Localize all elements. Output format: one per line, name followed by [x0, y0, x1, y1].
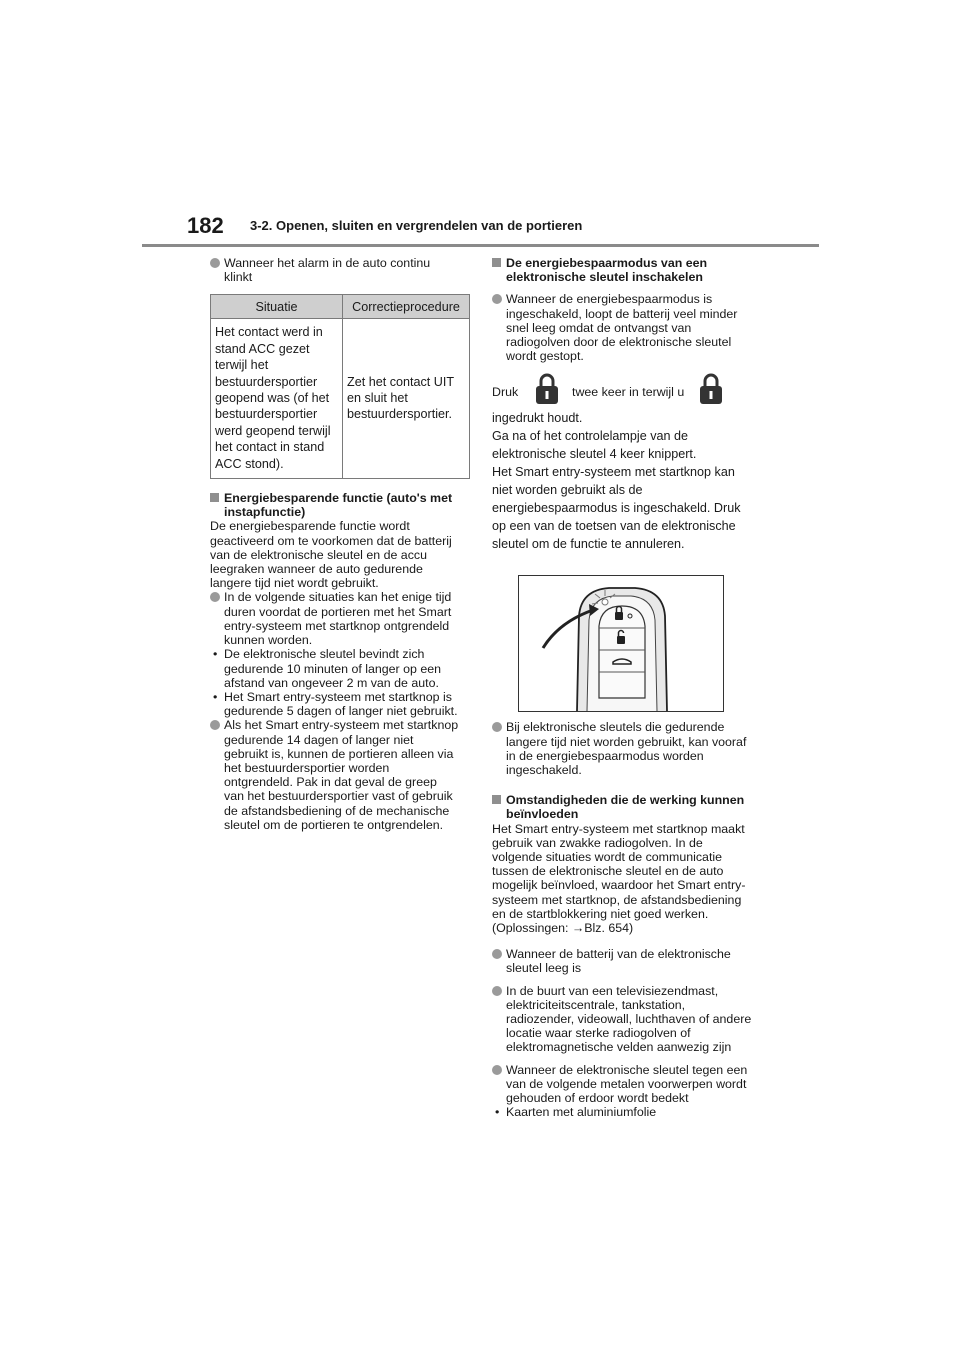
page-header	[0, 0, 960, 250]
table-cell-procedure: Zet het contact UIT en sluit het bestuurdersportier.	[343, 319, 470, 479]
influence-text: Het Smart entry-systeem met startknop maakt gebruik van zwakke radiogolven. In de volgende situaties wordt de communicatie tussen de elektronische sleutel en de auto mogelijk beïnvloed, waardoor het Smart entry-systeem met startknop, de afstandsbediening en de startblokkering niet goed werken.	[492, 821, 746, 921]
right-column	[492, 256, 754, 1120]
press-instruction-line	[492, 373, 754, 409]
table-header-situation: Situatie	[211, 295, 343, 319]
section-title: 3-2. Openen, sluiten en vergrendelen van de portieren	[250, 218, 583, 233]
header-rule	[142, 244, 819, 247]
bullet-saving: Wanneer de energiebespaarmodus is ingeschakeld, loopt de batterij veel minder snel leeg omdat de ontvangst van radiogolven door de elektronische sleutel wordt gestopt.	[492, 292, 754, 363]
table-row	[211, 319, 470, 479]
list-item-10-minutes: • De elektronische sleutel bevindt zich gedurende 10 minuten of langer op een afstand van ongeveer 2 m van de auto.	[210, 647, 460, 690]
bullet-unused-keys: Bij elektronische sleutels die gedurende langere tijd niet worden gebruikt, kan vooraf in de energiebespaarmodus worden ingeschakeld.	[492, 720, 754, 777]
table-header-procedure: Correctieprocedure	[343, 295, 470, 319]
left-column	[210, 256, 460, 840]
bullet-radio-sources: In de buurt van een televisiezendmast, elektriciteitscentrale, tankstation, radiozender, videowall, luchthaven of andere locatie waar sterke radiogolven of elektromagnetische velden aanwezig zijn	[492, 984, 754, 1055]
instruction-cancel: Het Smart entry-systeem met startknop kan niet worden gebruikt als de energiebespaarmodus is ingeschakeld. Druk op een van de toetsen van de elektronische sleutel om de functie te annuleren.	[492, 465, 741, 552]
key-fob-icon	[519, 576, 723, 711]
energy-text: De energiebesparende functie wordt geactiveerd om te voorkomen dat de batterij van de elektronische sleutel en de accu leegraken wanneer de auto gedurende langere tijd niet wordt gebruikt.	[210, 519, 452, 591]
press-word: Druk	[492, 385, 519, 400]
bullet-14-days: Als het Smart entry-systeem met startknop gedurende 14 dagen of langer niet gebruikt is, kunnen de portieren alleen via het bestuurdersportier worden ontgrendeld. Pak in dat geval de greep van het bestuurdersportier vast of gebruik de afstandsbediening of de mechanische sleutel om de portieren te ontgrendelen.	[210, 718, 460, 832]
lock-button-icon	[698, 373, 726, 405]
key-fob-illustration	[518, 575, 724, 712]
page-number: 182	[187, 213, 224, 238]
list-item-5-days: • Het Smart entry-systeem met startknop is gedurende 5 dagen of langer niet gebruikt.	[210, 690, 460, 718]
bullet-battery: Wanneer de batterij van de elektronische sleutel leeg is	[492, 947, 754, 975]
bullet-metal-objects: Wanneer de elektronische sleutel tegen een van de volgende metalen voorwerpen wordt gehouden of erdoor wordt bedekt	[492, 1063, 754, 1106]
table-cell-situation: Het contact werd in stand ACC gezet terwijl het bestuurdersportier geopend was (of het bestuurdersportier werd geopend terwijl het contact in stand ACC stond).	[211, 319, 343, 479]
instruction-hold: ingedrukt houdt.	[492, 411, 583, 426]
alarm-table	[210, 294, 470, 479]
bullet-alarm: Wanneer het alarm in de auto continu klinkt	[210, 256, 460, 284]
saving-heading: De energiebespaarmodus van een elektronische sleutel inschakelen	[492, 256, 754, 284]
lock-button-icon	[534, 373, 562, 405]
press-mid-text: twee keer in terwijl u	[572, 385, 685, 400]
energy-heading: Energiebesparende functie (auto's met instapfunctie)	[210, 491, 460, 519]
list-item-aluminium: • Kaarten met aluminiumfolie	[492, 1105, 754, 1119]
influence-heading: Omstandigheden die de werking kunnen beïnvloeden	[492, 793, 754, 821]
solutions-reference: (Oplossingen: →Blz. 654)	[492, 921, 634, 936]
bullet-delay: In de volgende situaties kan het enige tijd duren voordat de portieren met het Smart entry-systeem met startknop ontgrendeld kunnen worden.	[210, 590, 460, 647]
instruction-blink: Ga na of het controlelampje van de elektronische sleutel 4 keer knippert.	[492, 429, 697, 462]
